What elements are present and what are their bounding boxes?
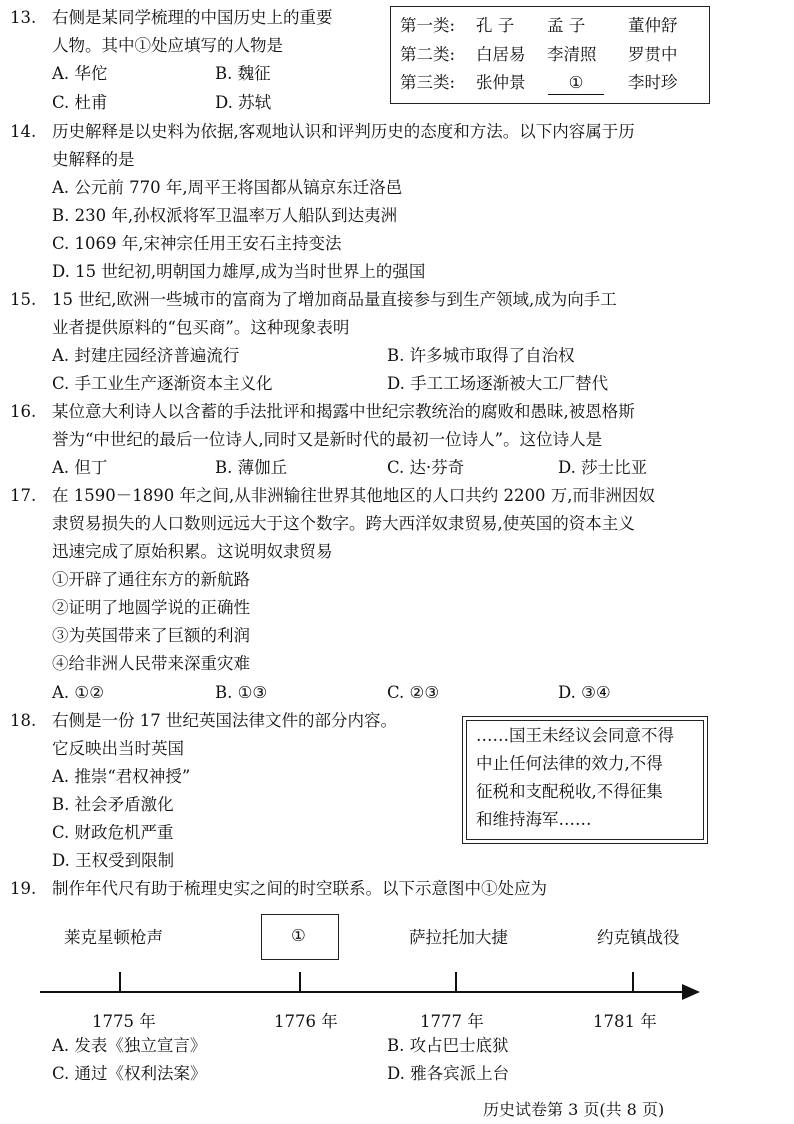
option-c: C. 手工业生产逐渐资本主义化 — [52, 374, 273, 393]
timeline-tick — [119, 972, 121, 992]
timeline-tick — [455, 972, 457, 992]
question-stem: 某位意大利诗人以含蓄的手法批评和揭露中世纪宗教统治的腐败和愚昧,被恩格斯 — [52, 402, 635, 421]
document-text: 和维持海军…… — [476, 810, 592, 829]
question-stem: 历史解释是以史料为依据,客观地认识和评判历史的态度和方法。以下内容属于历 — [52, 122, 635, 141]
option-c: C. ②③ — [387, 683, 440, 702]
timeline-year: 1776 年 — [274, 1012, 338, 1031]
question-stem: 15 世纪,欧洲一些城市的富商为了增加商品量直接参与到生产领域,成为向手工 — [52, 290, 617, 309]
table-person: 董仲舒 — [628, 16, 678, 35]
timeline-axis — [40, 991, 688, 993]
question-number: 14. — [10, 122, 37, 141]
document-text: 中止任何法律的效力,不得 — [476, 754, 663, 773]
statement-item: ④给非洲人民带来深重灾难 — [52, 654, 250, 673]
option-c: C. 杜甫 — [52, 93, 108, 112]
option-a: A. 发表《独立宣言》 — [52, 1036, 207, 1055]
option-a: A. 封建庄园经济普遍流行 — [52, 346, 240, 365]
option-b: B. 230 年,孙权派将军卫温率万人船队到达夷洲 — [52, 206, 398, 225]
table-person: 孔 子 — [476, 16, 515, 35]
arrow-right-icon — [682, 984, 700, 1000]
option-b: B. 魏征 — [215, 64, 271, 83]
question-number: 15. — [10, 290, 37, 309]
timeline-tick — [299, 972, 301, 992]
option-b: B. 许多城市取得了自治权 — [387, 346, 575, 365]
document-text: 征税和支配税收,不得征集 — [476, 782, 663, 801]
table-person: 孟 子 — [547, 16, 586, 35]
timeline-year: 1777 年 — [420, 1012, 484, 1031]
timeline-event: 萨拉托加大捷 — [409, 928, 508, 947]
question-stem: 迅速完成了原始积累。这说明奴隶贸易 — [52, 542, 333, 561]
option-a: A. 推崇“君权神授” — [52, 767, 191, 786]
option-a: A. 但丁 — [52, 458, 108, 477]
option-b: B. 攻占巴士底狱 — [387, 1036, 509, 1055]
question-stem: 在 1590－1890 年之间,从非洲输往世界其他地区的人口共约 2200 万,而非洲因奴 — [52, 486, 655, 505]
timeline-event: 莱克星顿枪声 — [64, 928, 163, 947]
question-number: 13. — [10, 8, 37, 27]
table-person: 李时珍 — [628, 73, 678, 92]
option-c: C. 财政危机严重 — [52, 823, 174, 842]
option-b: B. 薄伽丘 — [215, 458, 288, 477]
question-stem: 史解释的是 — [52, 150, 135, 169]
question-number: 16. — [10, 402, 37, 421]
table-person: 张仲景 — [476, 73, 526, 92]
page-footer: 历史试卷第 3 页(共 8 页) — [483, 1100, 665, 1119]
statement-item: ②证明了地圆学说的正确性 — [52, 598, 250, 617]
question-number: 18. — [10, 711, 37, 730]
question-stem: 人物。其中①处应填写的人物是 — [52, 36, 283, 55]
question-number: 19. — [10, 879, 37, 898]
timeline-event: 约克镇战役 — [597, 928, 680, 947]
table-category: 第三类: — [400, 73, 456, 92]
question-stem: 隶贸易损失的人口数则远远大于这个数字。跨大西洋奴隶贸易,使英国的资本主义 — [52, 514, 635, 533]
blank-marker: ① — [548, 75, 604, 95]
option-a: A. 华佗 — [52, 64, 108, 83]
question-stem: 制作年代尺有助于梳理史实之间的时空联系。以下示意图中①处应为 — [52, 879, 547, 898]
option-d: D. 王权受到限制 — [52, 851, 175, 870]
question-stem: 右侧是某同学梳理的中国历史上的重要 — [52, 8, 333, 27]
timeline-tick — [632, 972, 634, 992]
question-number: 17. — [10, 486, 37, 505]
option-d: D. ③④ — [558, 683, 611, 702]
option-b: B. ①③ — [215, 683, 268, 702]
option-c: C. 通过《权利法案》 — [52, 1064, 207, 1083]
option-d: D. 15 世纪初,明朝国力雄厚,成为当时世界上的强国 — [52, 262, 426, 281]
timeline-year: 1781 年 — [593, 1012, 657, 1031]
question-stem: 业者提供原料的“包买商”。这种现象表明 — [52, 318, 350, 337]
table-person: 罗贯中 — [628, 45, 678, 64]
option-c: C. 1069 年,宋神宗任用王安石主持变法 — [52, 234, 342, 253]
option-c: C. 达·芬奇 — [387, 458, 465, 477]
question-stem: 右侧是一份 17 世纪英国法律文件的部分内容。 — [52, 711, 397, 730]
table-person: 白居易 — [476, 45, 526, 64]
option-d: D. 雅各宾派上台 — [387, 1064, 510, 1083]
table-category: 第一类: — [400, 16, 456, 35]
statement-item: ③为英国带来了巨额的利润 — [52, 626, 250, 645]
option-d: D. 苏轼 — [215, 93, 272, 112]
document-text: ……国王未经议会同意不得 — [476, 726, 674, 745]
option-a: A. ①② — [52, 683, 104, 702]
option-b: B. 社会矛盾激化 — [52, 795, 174, 814]
timeline-year: 1775 年 — [92, 1012, 156, 1031]
blank-marker: ① — [291, 926, 306, 945]
statement-item: ①开辟了通往东方的新航路 — [52, 570, 250, 589]
option-d: D. 莎士比亚 — [558, 458, 648, 477]
option-a: A. 公元前 770 年,周平王将国都从镐京东迁洛邑 — [52, 178, 403, 197]
table-person: 李清照 — [547, 45, 597, 64]
question-stem: 它反映出当时英国 — [52, 739, 184, 758]
option-d: D. 手工工场逐渐被大工厂替代 — [387, 374, 609, 393]
table-category: 第二类: — [400, 45, 456, 64]
question-stem: 誉为“中世纪的最后一位诗人,同时又是新时代的最初一位诗人”。这位诗人是 — [52, 430, 603, 449]
